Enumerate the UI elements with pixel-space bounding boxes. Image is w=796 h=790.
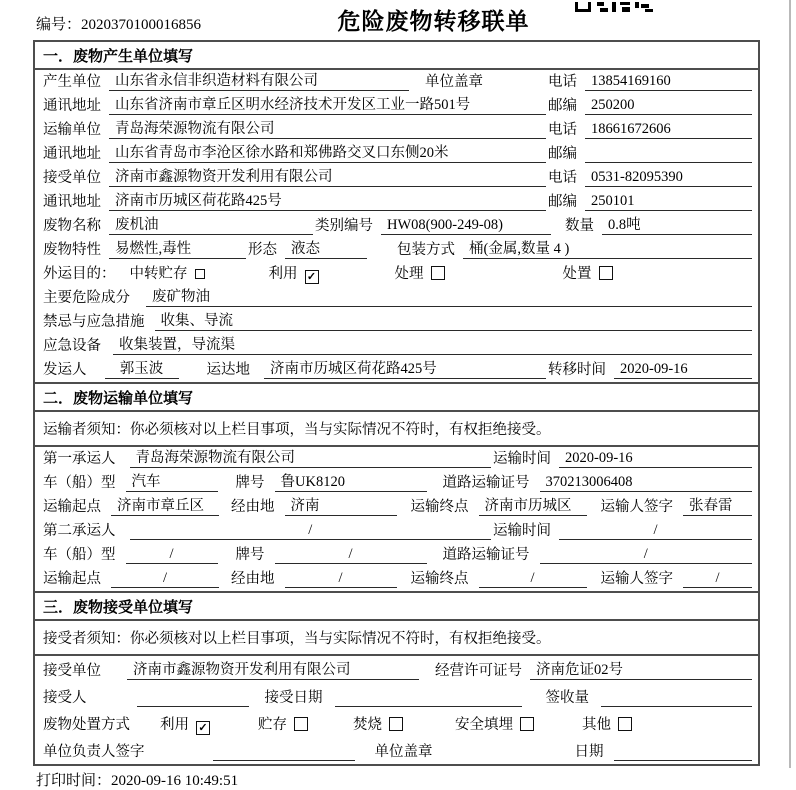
field-label: 邮编 — [548, 194, 577, 210]
checkbox-unchecked-icon — [599, 266, 613, 280]
field-value: / — [479, 570, 587, 588]
field-group — [41, 97, 546, 115]
field-value: 250200 — [585, 97, 752, 115]
section-note: 运输者须知：你必须核对以上栏目事项，当与实际情况不符时，有权拒绝接受。 — [35, 412, 758, 447]
section-header: 二．废物运输单位填写 — [35, 384, 758, 412]
checkbox-checked-icon: ✓ — [196, 721, 210, 735]
field-value: 液态 — [285, 241, 367, 259]
form-row — [35, 238, 758, 262]
field-value: 桶(金属,数量 4 ) — [463, 241, 752, 259]
field-value — [614, 743, 753, 761]
document-page — [33, 0, 760, 790]
field-label: 道路运输证号 — [442, 547, 530, 563]
field-label: 接受单位 — [43, 170, 101, 186]
checkbox-unchecked-icon — [195, 269, 205, 279]
form-section — [35, 382, 758, 591]
page-title: 危险废物转移联单 — [337, 9, 530, 34]
print-time-label: 打印时间： — [36, 773, 112, 789]
checkbox-field — [269, 266, 319, 283]
form-row — [35, 683, 758, 710]
checkbox-field — [130, 266, 205, 283]
field-value: 0.8吨 — [602, 217, 752, 235]
field-label: 转移时间 — [548, 362, 606, 378]
field-value: 13854169160 — [585, 73, 752, 91]
field-label: 运输起点 — [43, 571, 101, 587]
field-label: 运输时间 — [493, 451, 551, 467]
field-value: 汽车 — [126, 474, 218, 492]
field-value: 废机油 — [109, 217, 313, 235]
field-group — [41, 193, 546, 211]
field-value: 济南市历城区荷花路425号 — [109, 193, 546, 211]
field-label: 车（船）型 — [43, 475, 116, 491]
field-group — [41, 73, 546, 91]
field-label: 牌号 — [235, 547, 265, 563]
field-value: 张春雷 — [683, 498, 752, 516]
checkbox-unchecked-icon — [618, 717, 632, 731]
field-label: 废物名称 — [43, 218, 101, 234]
form-section — [35, 42, 758, 382]
form-row — [35, 495, 758, 519]
field-label: 运输起点 — [43, 499, 101, 515]
field-value: HW08(900-249-08) — [381, 217, 551, 235]
field-group — [41, 121, 546, 139]
field-group — [41, 450, 491, 468]
form-row — [35, 262, 758, 286]
field-value: 济南 — [285, 498, 397, 516]
field-value: 2020-09-16 — [614, 361, 752, 379]
field-label: 通讯地址 — [43, 194, 101, 210]
field-value: / — [285, 570, 397, 588]
form-row — [35, 737, 758, 764]
field-label: 经由地 — [231, 499, 275, 515]
form-section — [35, 591, 758, 764]
form-row — [35, 710, 758, 737]
checkbox-label: 中转贮存 — [129, 266, 188, 282]
field-value: 青岛海荣源物流有限公司 — [109, 121, 546, 139]
field-label: 产生单位 — [43, 74, 101, 90]
field-label: 数量 — [565, 218, 594, 234]
field-label: 禁忌与应急措施 — [43, 314, 145, 330]
field-value: 山东省永信非织造材料有限公司 — [109, 73, 409, 91]
checkbox-unchecked-icon — [294, 717, 308, 731]
print-time — [33, 769, 760, 790]
form-row — [35, 94, 758, 118]
checkbox-label: 焚烧 — [353, 717, 382, 733]
field-label: 运输人签字 — [600, 499, 673, 515]
field-label: 单位负责人签字 — [43, 744, 145, 760]
field-label: 应急设备 — [43, 338, 101, 354]
field-label: 牌号 — [235, 475, 265, 491]
form-row — [35, 190, 758, 214]
checkbox-field — [563, 264, 613, 283]
field-label: 签收量 — [545, 690, 589, 706]
checkbox-field — [258, 715, 308, 734]
field-group — [41, 241, 246, 259]
field-value: 济南危证02号 — [530, 662, 752, 680]
field-value — [585, 145, 752, 163]
field-value: / — [111, 570, 219, 588]
field-value: 370213006408 — [540, 474, 753, 492]
form-row — [35, 310, 758, 334]
field-label: 车（船）型 — [43, 547, 116, 563]
field-label: 电话 — [548, 74, 577, 90]
field-value: 济南市历城区荷花路425号 — [264, 361, 546, 379]
checkbox-field — [455, 715, 534, 734]
section-header: 一．废物产生单位填写 — [35, 42, 758, 70]
field-value: / — [275, 546, 427, 564]
checkbox-label: 贮存 — [258, 717, 287, 733]
field-label: 运输单位 — [43, 122, 101, 138]
field-value: 济南市章丘区 — [111, 498, 219, 516]
form-row — [35, 214, 758, 238]
field-value: / — [683, 570, 752, 588]
field-group — [41, 522, 491, 540]
field-label: 接受日期 — [264, 690, 323, 706]
field-label: 发运人 — [43, 362, 87, 378]
field-value — [137, 689, 249, 707]
field-value: 济南市鑫源物资开发利用有限公司 — [127, 662, 419, 680]
form-row — [35, 519, 758, 543]
field-label: 形态 — [248, 242, 277, 258]
form-row — [35, 166, 758, 190]
field-label: 通讯地址 — [43, 146, 101, 162]
field-value: 废矿物油 — [146, 289, 752, 307]
checkbox-unchecked-icon — [431, 266, 445, 280]
field-value: 18661672606 — [585, 121, 752, 139]
field-label: 通讯地址 — [43, 98, 101, 114]
field-value: 易燃性,毒性 — [109, 241, 246, 259]
form-row — [35, 142, 758, 166]
checkbox-label: 其他 — [582, 717, 611, 733]
checkbox-field — [582, 715, 632, 734]
field-value: 鲁UK8120 — [275, 474, 427, 492]
document-header — [33, 0, 760, 40]
field-group — [41, 145, 546, 163]
checkbox-label: 利用 — [160, 717, 189, 733]
field-value: / — [540, 546, 753, 564]
form-row — [35, 286, 758, 310]
checkbox-label: 安全填埋 — [455, 717, 513, 733]
field-label: 邮编 — [548, 98, 577, 114]
field-label: 第二承运人 — [43, 523, 116, 539]
form-row — [35, 656, 758, 683]
serial-label: 编号： — [36, 17, 82, 33]
field-value: 郭玉波 — [105, 361, 179, 379]
field-label: 第一承运人 — [43, 451, 116, 467]
qr-code-partial-icon — [575, 0, 653, 17]
field-value: 250101 — [585, 193, 752, 211]
field-value — [601, 689, 752, 707]
checkbox-unchecked-icon — [520, 717, 534, 731]
form-row — [35, 334, 758, 358]
section-header: 三．废物接受单位填写 — [35, 593, 758, 621]
field-label: 接受单位 — [43, 663, 101, 679]
field-label: 外运目的： — [43, 266, 116, 282]
print-time-value: 2020-09-16 10:49:51 — [111, 773, 239, 789]
form-row — [35, 447, 758, 471]
field-value: 济南市鑫源物资开发利用有限公司 — [109, 169, 546, 187]
field-label: 道路运输证号 — [442, 475, 530, 491]
checkbox-field — [160, 717, 210, 734]
field-group — [41, 361, 546, 379]
field-value: 济南市历城区 — [479, 498, 587, 516]
field-label: 经由地 — [231, 571, 275, 587]
checkbox-checked-icon: ✓ — [305, 270, 319, 284]
field-label: 日期 — [574, 744, 604, 760]
field-group — [41, 217, 313, 235]
field-label: 运输时间 — [493, 523, 551, 539]
field-value: 2020-09-16 — [559, 450, 752, 468]
field-label: 邮编 — [548, 146, 577, 162]
field-value: / — [130, 522, 492, 540]
field-value: 山东省青岛市李沧区徐水路和郑佛路交叉口东侧20米 — [109, 145, 546, 163]
field-label: 废物特性 — [43, 242, 101, 258]
checkbox-field — [395, 264, 445, 283]
serial-number — [36, 13, 201, 34]
checkbox-field — [353, 715, 403, 734]
page-edge-line — [789, 0, 791, 768]
field-label: 电话 — [548, 170, 577, 186]
serial-value: 2020370100016856 — [81, 17, 202, 33]
field-label: 运输人签字 — [600, 571, 673, 587]
form-table — [33, 40, 760, 766]
field-value: 收集装置，导流渠 — [113, 337, 752, 355]
field-label: 运输终点 — [410, 499, 469, 515]
field-label: 单位盖章 — [374, 744, 433, 760]
form-row — [35, 471, 758, 495]
checkbox-label: 处置 — [562, 266, 592, 282]
form-row — [35, 543, 758, 567]
field-label: 主要危险成分 — [43, 290, 130, 306]
field-label: 运输终点 — [410, 571, 469, 587]
field-label: 电话 — [548, 122, 577, 138]
field-value: 收集、导流 — [155, 313, 753, 331]
form-row — [35, 118, 758, 142]
field-value — [213, 743, 355, 761]
field-label: 单位盖章 — [425, 74, 483, 90]
field-label: 运达地 — [206, 362, 250, 378]
form-row — [35, 70, 758, 94]
form-row — [35, 567, 758, 591]
field-value: 0531-82095390 — [585, 169, 752, 187]
form-row — [35, 358, 758, 382]
field-value: / — [126, 546, 218, 564]
field-value: / — [559, 522, 752, 540]
checkbox-label: 处理 — [394, 266, 424, 282]
field-label: 类别编号 — [315, 218, 373, 234]
field-value — [335, 689, 522, 707]
field-group — [41, 169, 546, 187]
field-value: 山东省济南市章丘区明水经济技术开发区工业一路501号 — [109, 97, 546, 115]
checkbox-unchecked-icon — [389, 717, 403, 731]
field-label: 包装方式 — [397, 242, 455, 258]
field-value: 青岛海荣源物流有限公司 — [130, 450, 492, 468]
section-note: 接受者须知：你必须核对以上栏目事项，当与实际情况不符时，有权拒绝接受。 — [35, 621, 758, 656]
field-label: 经营许可证号 — [435, 663, 522, 679]
field-label: 接受人 — [43, 690, 87, 706]
checkbox-label: 利用 — [268, 266, 298, 282]
field-label: 废物处置方式 — [43, 717, 130, 733]
